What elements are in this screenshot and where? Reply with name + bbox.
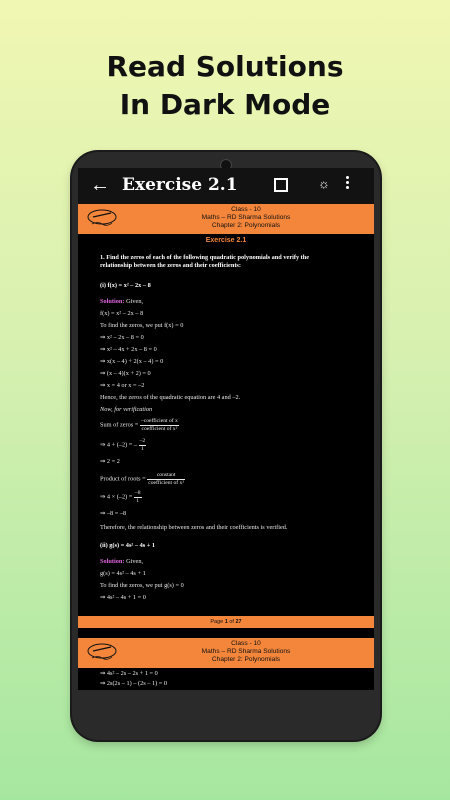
- fraction: [139, 438, 147, 452]
- fullscreen-icon[interactable]: [274, 178, 288, 192]
- step-line: ⇒ 4s² – 2s – 2s + 1 = 0: [100, 670, 158, 677]
- step-line: ⇒ x² – 4x + 2x – 8 = 0: [100, 346, 157, 353]
- part-heading: (i) f(x) = x² – 2x – 8: [100, 282, 151, 289]
- solution-line: [100, 298, 143, 306]
- product-step-text: ⇒ 4 × (–2) =: [100, 493, 133, 501]
- step-line: To find the zeros, we put f(x) = 0: [100, 322, 184, 329]
- step-line: ⇒ (x – 4)(x + 2) = 0: [100, 370, 151, 377]
- step-line: ⇒ x² – 2x – 8 = 0: [100, 334, 144, 341]
- promo-line-2: In Dark Mode: [119, 88, 331, 121]
- sum-step-text: ⇒ 4 + (–2) = –: [100, 441, 138, 449]
- step-line: ⇒ –8 = –8: [100, 510, 127, 517]
- page-of-label: of: [227, 619, 236, 625]
- numerator: constant: [147, 472, 185, 480]
- study-path-logo: [86, 641, 118, 665]
- header-subject: Maths – RD Sharma Solutions: [201, 648, 291, 656]
- page-indicator: [78, 616, 374, 628]
- solution-line: [100, 558, 143, 566]
- app-screen: [78, 168, 374, 690]
- fraction: [147, 472, 185, 486]
- numerator: –coefficient of x: [140, 418, 178, 424]
- solution-label: Solution:: [100, 298, 125, 305]
- question-line: 1. Find the zeros of each of the following quadratic polynomials and verify the: [100, 254, 310, 261]
- header-class: Class - 10: [231, 640, 261, 647]
- numerator: –2: [139, 438, 146, 444]
- header-subject: Maths – RD Sharma Solutions: [201, 214, 291, 222]
- denominator: coefficient of x²: [148, 479, 185, 486]
- exercise-heading: Exercise 2.1: [205, 237, 247, 244]
- header-text: [118, 206, 374, 231]
- header-chapter: Chapter 2: Polynomials: [211, 222, 281, 230]
- given-text: Given,: [124, 298, 144, 305]
- current-page: 1: [224, 619, 228, 625]
- phone-frame: [72, 152, 380, 740]
- denominator: coefficient of x²: [141, 425, 178, 432]
- page-label: Page: [210, 619, 225, 625]
- more-vert-icon[interactable]: [346, 176, 350, 191]
- step-line: Hence, the zeros of the quadratic equation are 4 and –2.: [100, 394, 241, 401]
- header-class: Class - 10: [231, 206, 261, 213]
- promo-line-1: Read Solutions: [106, 50, 344, 83]
- question-line: relationship between the zeros and their coefficients:: [100, 262, 241, 269]
- step-line: Now, for verification: [100, 406, 153, 413]
- denominator: 1: [141, 445, 144, 452]
- numerator: –8: [134, 490, 141, 496]
- given-text: Given,: [124, 558, 144, 565]
- promo-headline: [0, 48, 450, 124]
- study-path-logo: [86, 207, 118, 231]
- header-text: [118, 640, 374, 665]
- pdf-page-content[interactable]: [78, 234, 374, 616]
- arrow-left-icon[interactable]: ←: [90, 174, 110, 196]
- step-line: ⇒ 2s(2s – 1) – (2s – 1) = 0: [100, 680, 168, 687]
- product-step: [100, 490, 142, 504]
- part-heading: (ii) g(s) = 4s² – 4s + 1: [100, 542, 156, 549]
- pdf-page-header: [78, 204, 374, 234]
- brightness-icon[interactable]: ☼: [318, 176, 330, 191]
- fraction: [140, 418, 179, 432]
- conclusion-line: Therefore, the relationship between zeros and their coefficients is verified.: [100, 524, 288, 531]
- step-line: ⇒ 2 = 2: [100, 458, 120, 465]
- step-line: f(x) = x² – 2x – 8: [100, 310, 144, 317]
- app-bar: [78, 168, 374, 204]
- step-line: ⇒ x = 4 or x = –2: [100, 382, 145, 389]
- page-title: Exercise 2.1: [122, 175, 238, 195]
- sum-formula: [100, 418, 179, 432]
- total-pages: 27: [235, 619, 242, 625]
- product-label: Product of roots =: [100, 475, 146, 483]
- pdf-page-header: [78, 638, 374, 668]
- pdf-page-content[interactable]: [78, 668, 374, 690]
- sum-label: Sum of zeros =: [100, 421, 139, 429]
- step-line: ⇒ x(x – 4) + 2(x – 4) = 0: [100, 358, 164, 365]
- fraction: [134, 490, 142, 504]
- step-line: To find the zeros, we put g(s) = 0: [100, 582, 184, 589]
- product-formula: [100, 472, 185, 486]
- step-line: ⇒ 4s² – 4s + 1 = 0: [100, 594, 146, 601]
- page-gap: [78, 628, 374, 638]
- denominator: 1: [136, 497, 140, 504]
- solution-label: Solution:: [100, 558, 125, 565]
- step-line: g(s) = 4s² – 4s + 1: [100, 570, 146, 577]
- sum-step: [100, 438, 146, 452]
- header-chapter: Chapter 2: Polynomials: [211, 656, 281, 664]
